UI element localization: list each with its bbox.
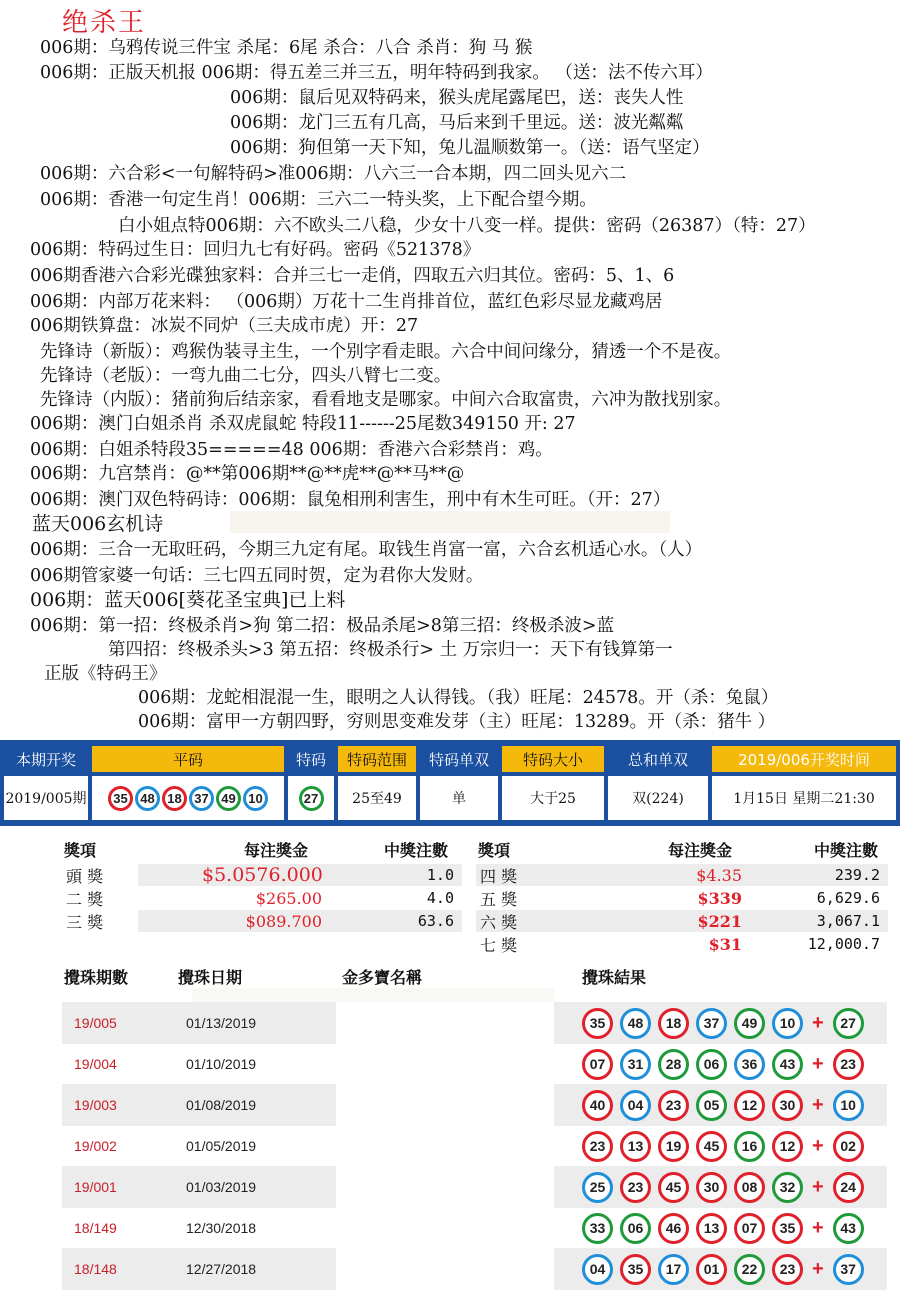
prize-name: 六 獎 bbox=[480, 912, 518, 932]
header-special-range: 特码范围 bbox=[338, 746, 416, 772]
result-row bbox=[62, 1043, 887, 1085]
result-name-cell bbox=[336, 1248, 554, 1290]
result-row bbox=[62, 1207, 887, 1249]
lottery-ball: 37 bbox=[189, 786, 214, 811]
lottery-ball: 23 bbox=[833, 1049, 864, 1080]
prize-header-count: 中獎注數 bbox=[384, 841, 449, 860]
draw-issue: 2019/005期 bbox=[4, 776, 88, 820]
result-balls bbox=[582, 1207, 864, 1249]
regular-balls bbox=[92, 776, 284, 820]
header-special-oddeven: 特码单双 bbox=[420, 746, 498, 772]
prize-header-amount: 每注獎金 bbox=[668, 841, 733, 860]
result-balls bbox=[582, 1125, 864, 1167]
lottery-ball: 35 bbox=[108, 786, 133, 811]
header-special-number: 特码 bbox=[288, 746, 334, 772]
result-row bbox=[62, 1166, 887, 1208]
prize-row bbox=[476, 864, 888, 886]
prize-row bbox=[62, 887, 462, 909]
lottery-ball: 37 bbox=[833, 1254, 864, 1285]
prediction-line: 第四招：终极杀头>3 第五招：终极杀行> 土 万宗归一：天下有钱算第一 bbox=[108, 640, 673, 660]
plus-sign: + bbox=[812, 1052, 824, 1075]
lottery-ball: 13 bbox=[696, 1213, 727, 1244]
prize-amount: $339 bbox=[697, 888, 742, 908]
special-ball bbox=[288, 776, 334, 820]
lottery-ball: 23 bbox=[772, 1254, 803, 1285]
prize-amount: $089.700 bbox=[245, 911, 322, 931]
prize-amount: $221 bbox=[697, 911, 742, 931]
result-name-cell bbox=[336, 1084, 554, 1126]
lottery-ball: 45 bbox=[696, 1131, 727, 1162]
prize-amount: $31 bbox=[708, 934, 742, 954]
lottery-ball: 12 bbox=[734, 1090, 765, 1121]
header-current-draw: 本期开奖 bbox=[4, 746, 88, 772]
prize-name: 二 獎 bbox=[66, 889, 104, 909]
special-oddeven-value: 单 bbox=[420, 776, 498, 820]
lottery-ball: 23 bbox=[582, 1131, 613, 1162]
result-balls bbox=[582, 1043, 864, 1085]
lottery-ball: 43 bbox=[833, 1213, 864, 1244]
header-next-draw-time: 2019/006开奖时间 bbox=[712, 746, 896, 772]
prize-count: 1.0 bbox=[426, 866, 454, 884]
next-draw-time-value: 1月15日 星期二21:30 bbox=[712, 776, 896, 820]
result-name-cell bbox=[336, 1166, 554, 1208]
prediction-line: 006期：蓝天006[葵花圣宝典]已上料 bbox=[30, 589, 346, 611]
lottery-ball: 18 bbox=[658, 1008, 689, 1039]
lottery-ball: 07 bbox=[734, 1213, 765, 1244]
lottery-ball: 01 bbox=[696, 1254, 727, 1285]
result-date: 01/05/2019 bbox=[186, 1138, 257, 1154]
lottery-ball: 06 bbox=[620, 1213, 651, 1244]
lottery-ball: 40 bbox=[582, 1090, 613, 1121]
prediction-line: 006期：六合彩<一句解特码>准006期：八六三一合本期，四二回头见六二 bbox=[40, 164, 627, 184]
plus-sign: + bbox=[812, 1011, 824, 1034]
result-issue: 19/002 bbox=[74, 1138, 117, 1154]
lottery-ball: 30 bbox=[772, 1090, 803, 1121]
page-title: 绝杀王 bbox=[62, 8, 147, 38]
prediction-line: 先锋诗（新版）：鸡猴伪装寻主生，一个别字看走眼。六合中间问缘分，猜透一个不是夜。 bbox=[40, 342, 732, 362]
prediction-line: 006期铁算盘：冰炭不同炉（三夫成市虎）开：27 bbox=[30, 316, 419, 336]
prediction-line: 006期：乌鸦传说三件宝 杀尾：6尾 杀合：八合 杀肖：狗 马 猴 bbox=[40, 38, 533, 58]
prize-row bbox=[476, 887, 888, 909]
lottery-ball: 43 bbox=[772, 1049, 803, 1080]
prediction-line: 006期：鼠后见双特码来，猴头虎尾露尾巴，送：丧失人性 bbox=[230, 88, 684, 108]
lottery-ball: 18 bbox=[162, 786, 187, 811]
lottery-ball: 10 bbox=[772, 1008, 803, 1039]
result-date: 12/27/2018 bbox=[186, 1261, 257, 1277]
prize-row bbox=[476, 933, 888, 955]
prediction-line: 006期：澳门双色特码诗：006期：鼠兔相刑利害生，刑中有木生可旺。（开：27） bbox=[30, 490, 671, 510]
result-balls bbox=[582, 1002, 864, 1044]
prize-row bbox=[62, 864, 462, 886]
special-range-value: 25至49 bbox=[338, 776, 416, 820]
result-row bbox=[62, 1084, 887, 1126]
prediction-line: 006期：龙门三五有几高，马后来到千里远。送：波光粼粼 bbox=[230, 113, 684, 133]
prize-amount: $265.00 bbox=[255, 888, 322, 908]
special-size-value: 大于25 bbox=[502, 776, 604, 820]
result-date: 01/13/2019 bbox=[186, 1015, 257, 1031]
results-header-date: 攪珠日期 bbox=[178, 968, 243, 987]
result-date: 01/03/2019 bbox=[186, 1179, 257, 1195]
result-balls bbox=[582, 1248, 864, 1290]
prediction-line: 先锋诗（内版）：猪前狗后结亲家，看看地支是哪家。中间六合取富贵，六冲为散找别家。 bbox=[40, 390, 732, 410]
prize-name: 三 獎 bbox=[66, 912, 104, 932]
lottery-ball: 23 bbox=[658, 1090, 689, 1121]
prediction-line: 先锋诗（老版）：一弯九曲二七分，四头八臂七二变。 bbox=[40, 366, 452, 386]
plus-sign: + bbox=[812, 1175, 824, 1198]
result-balls bbox=[582, 1166, 864, 1208]
draw-result-table bbox=[0, 740, 900, 826]
prediction-line: 006期：内部万花来料： （006期）万花十二生肖排首位，蓝红色彩尽显龙藏鸡居 bbox=[30, 292, 663, 312]
lottery-ball: 16 bbox=[734, 1131, 765, 1162]
prize-header-count: 中獎注數 bbox=[814, 841, 879, 860]
header-special-size: 特码大小 bbox=[502, 746, 604, 772]
result-name-cell bbox=[336, 1207, 554, 1249]
results-header-balls: 攪珠結果 bbox=[582, 968, 647, 987]
prediction-line: 正版《特码王》 bbox=[44, 664, 167, 684]
lottery-ball: 12 bbox=[772, 1131, 803, 1162]
result-issue: 18/149 bbox=[74, 1220, 117, 1236]
results-header-issue: 攪珠期數 bbox=[64, 968, 129, 987]
prize-count: 3,067.1 bbox=[816, 912, 880, 930]
lottery-ball: 13 bbox=[620, 1131, 651, 1162]
lottery-ball: 27 bbox=[299, 786, 324, 811]
prize-header-name: 獎項 bbox=[64, 841, 97, 860]
result-issue: 18/148 bbox=[74, 1261, 117, 1277]
lottery-ball: 48 bbox=[135, 786, 160, 811]
plus-sign: + bbox=[812, 1093, 824, 1116]
lottery-ball: 48 bbox=[620, 1008, 651, 1039]
result-name-cell bbox=[336, 1043, 554, 1085]
result-issue: 19/005 bbox=[74, 1015, 117, 1031]
prize-header-name: 獎項 bbox=[478, 841, 511, 860]
lottery-ball: 35 bbox=[620, 1254, 651, 1285]
result-row bbox=[62, 1125, 887, 1167]
prediction-line: 006期：香港一句定生肖！006期：三六二一特头奖，上下配合望今期。 bbox=[40, 190, 597, 210]
lottery-ball: 37 bbox=[696, 1008, 727, 1039]
prize-name: 頭 獎 bbox=[66, 866, 104, 886]
lottery-ball: 31 bbox=[620, 1049, 651, 1080]
lottery-ball: 35 bbox=[772, 1213, 803, 1244]
prize-name: 四 獎 bbox=[480, 866, 518, 886]
lottery-ball: 36 bbox=[734, 1049, 765, 1080]
prediction-line: 006期：九宫禁肖：@**第006期**@**虎**@**马**@ bbox=[30, 464, 465, 484]
prize-name: 五 獎 bbox=[480, 889, 518, 909]
lottery-ball: 28 bbox=[658, 1049, 689, 1080]
lottery-ball: 07 bbox=[582, 1049, 613, 1080]
plus-sign: + bbox=[812, 1257, 824, 1280]
result-date: 01/10/2019 bbox=[186, 1056, 257, 1072]
plus-sign: + bbox=[812, 1216, 824, 1239]
prediction-line: 006期：三合一无取旺码，今期三九定有尾。取钱生肖富一富，六合玄机适心水。（人） bbox=[30, 540, 703, 560]
prize-count: 63.6 bbox=[417, 912, 454, 930]
plus-sign: + bbox=[812, 1134, 824, 1157]
prediction-line: 006期：澳门白姐杀肖 杀双虎鼠蛇 特段11------25尾数349150 开: 27 bbox=[30, 414, 576, 434]
result-name-cell bbox=[336, 1125, 554, 1167]
sum-oddeven-value: 双(224) bbox=[608, 776, 708, 820]
header-sum-oddeven: 总和单双 bbox=[608, 746, 708, 772]
prediction-line: 006期：白姐杀特段35=====48 006期：香港六合彩禁肖：鸡。 bbox=[30, 440, 553, 460]
header-regular-numbers: 平码 bbox=[92, 746, 284, 772]
lottery-ball: 27 bbox=[833, 1008, 864, 1039]
result-issue: 19/003 bbox=[74, 1097, 117, 1113]
lottery-ball: 22 bbox=[734, 1254, 765, 1285]
prize-count: 6,629.6 bbox=[816, 889, 880, 907]
result-row bbox=[62, 1002, 887, 1044]
lottery-ball: 06 bbox=[696, 1049, 727, 1080]
lottery-ball: 23 bbox=[620, 1172, 651, 1203]
prediction-line: 006期：特码过生日：回归九七有好码。密码《521378》 bbox=[30, 240, 481, 260]
prize-count: 12,000.7 bbox=[807, 935, 880, 953]
lottery-ball: 04 bbox=[582, 1254, 613, 1285]
prize-amount: $4.35 bbox=[696, 865, 742, 885]
prize-header-amount: 每注獎金 bbox=[244, 841, 309, 860]
prize-row bbox=[476, 910, 888, 932]
blank-box bbox=[230, 511, 670, 533]
lottery-ball: 10 bbox=[833, 1090, 864, 1121]
result-date: 12/30/2018 bbox=[186, 1220, 257, 1236]
lottery-ball: 46 bbox=[658, 1213, 689, 1244]
results-header-name: 金多寶名稱 bbox=[342, 968, 423, 987]
prize-row bbox=[62, 910, 462, 932]
result-balls bbox=[582, 1084, 864, 1126]
prediction-line: 006期：富甲一方朝四野，穷则思变难发芽（主）旺尾：13289。开（杀：猪牛 ） bbox=[138, 712, 776, 732]
lottery-ball: 19 bbox=[658, 1131, 689, 1162]
lottery-ball: 24 bbox=[833, 1172, 864, 1203]
lottery-ball: 08 bbox=[734, 1172, 765, 1203]
prize-name: 七 獎 bbox=[480, 935, 518, 955]
result-issue: 19/001 bbox=[74, 1179, 117, 1195]
prediction-line: 白小姐点特006期：六不欧头二八稳，少女十八变一样。提供：密码（26387）（特：27） bbox=[118, 216, 816, 236]
prediction-line: 006期：龙蛇相混混一生，眼明之人认得钱。（我）旺尾：24578。开（杀：兔鼠） bbox=[138, 688, 779, 708]
lottery-ball: 49 bbox=[734, 1008, 765, 1039]
result-row bbox=[62, 1248, 887, 1290]
prize-count: 4.0 bbox=[426, 889, 454, 907]
lottery-ball: 05 bbox=[696, 1090, 727, 1121]
prediction-line: 006期管家婆一句话：三七四五同时贺，定为君你大发财。 bbox=[30, 566, 484, 586]
lottery-ball: 30 bbox=[696, 1172, 727, 1203]
result-date: 01/08/2019 bbox=[186, 1097, 257, 1113]
lottery-ball: 10 bbox=[243, 786, 268, 811]
result-name-cell bbox=[336, 1002, 554, 1044]
prediction-line: 006期香港六合彩光碟独家料：合并三七一走俏，四取五六归其位。密码：5、1、6 bbox=[30, 266, 675, 286]
lottery-ball: 32 bbox=[772, 1172, 803, 1203]
lottery-ball: 04 bbox=[620, 1090, 651, 1121]
lottery-ball: 17 bbox=[658, 1254, 689, 1285]
prediction-line: 006期：正版天机报 006期：得五差三并三五，明年特码到我家。 （送：法不传六耳） bbox=[40, 63, 713, 83]
lottery-ball: 35 bbox=[582, 1008, 613, 1039]
lottery-ball: 25 bbox=[582, 1172, 613, 1203]
lottery-ball: 49 bbox=[216, 786, 241, 811]
lottery-ball: 45 bbox=[658, 1172, 689, 1203]
lottery-ball: 33 bbox=[582, 1213, 613, 1244]
prediction-line: 蓝天006玄机诗 bbox=[32, 513, 164, 535]
prediction-line: 006期：第一招：终极杀肖>狗 第二招：极品杀尾>8第三招：终极杀波>蓝 bbox=[30, 616, 615, 636]
result-issue: 19/004 bbox=[74, 1056, 117, 1072]
prize-amount: $5.0576.000 bbox=[202, 864, 323, 886]
prediction-line: 006期：狗但第一天下知，兔儿温顺数第一。（送：语气坚定） bbox=[230, 138, 710, 158]
prize-count: 239.2 bbox=[834, 866, 880, 884]
lottery-ball: 02 bbox=[833, 1131, 864, 1162]
